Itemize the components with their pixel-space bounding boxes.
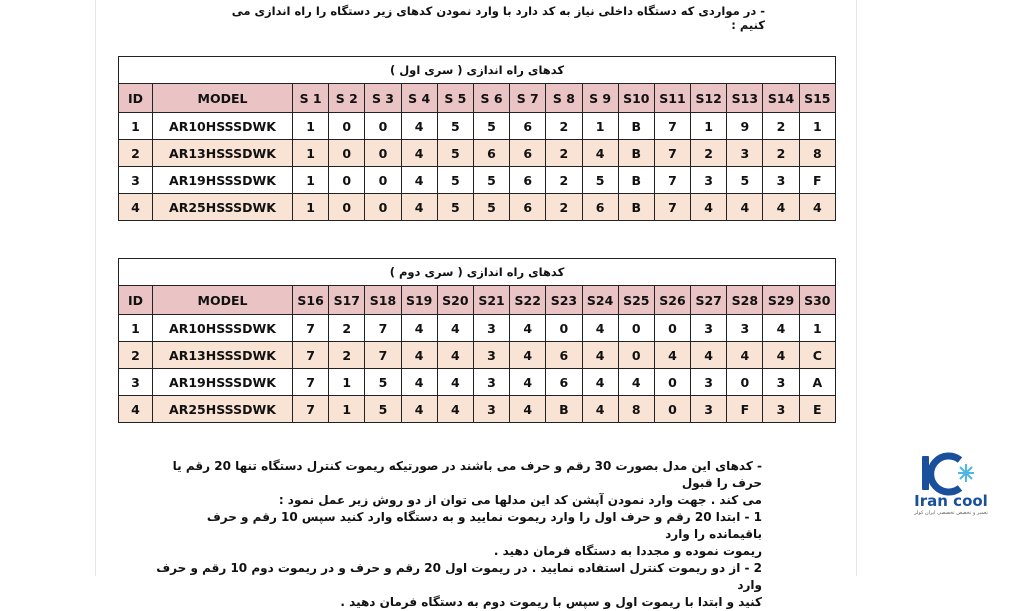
code-cell: 3 xyxy=(727,140,763,167)
code-cell: 5 xyxy=(473,167,509,194)
code-cell: 0 xyxy=(329,194,365,221)
note-line: کنید و ابتدا با ریموت اول و سپس با ریموت دوم به دستگاه فرمان دهید . xyxy=(340,595,762,609)
code-cell: 2 xyxy=(329,315,365,342)
code-cell: 6 xyxy=(582,194,618,221)
row-id-cell: 2 xyxy=(119,342,153,369)
model-cell: AR10HSSSDWK xyxy=(153,113,293,140)
table-row xyxy=(119,315,836,342)
code-cell: 3 xyxy=(473,396,509,423)
column-header: S 1 xyxy=(293,84,329,113)
code-cell: 6 xyxy=(473,140,509,167)
code-cell: 5 xyxy=(365,396,401,423)
code-cell: 4 xyxy=(510,315,546,342)
code-cell: 7 xyxy=(654,194,690,221)
code-cell: C xyxy=(799,342,835,369)
code-cell: 4 xyxy=(437,396,473,423)
column-header: S 5 xyxy=(437,84,473,113)
code-cell: 4 xyxy=(437,369,473,396)
code-cell: 2 xyxy=(329,342,365,369)
note-line: 2 - از دو ریموت کنترل استفاده نمایید . در ریموت اول 20 رقم و حرف و در ریموت دوم 10 رقم و حرف وارد xyxy=(156,561,762,592)
row-id-cell: 2 xyxy=(119,140,153,167)
model-cell: AR10HSSSDWK xyxy=(153,315,293,342)
code-cell: 3 xyxy=(473,315,509,342)
column-header: S29 xyxy=(763,286,799,315)
column-header: S18 xyxy=(365,286,401,315)
model-cell: AR25HSSSDWK xyxy=(153,194,293,221)
code-cell: 8 xyxy=(618,396,654,423)
code-cell: 4 xyxy=(763,342,799,369)
code-cell: 5 xyxy=(437,113,473,140)
code-cell: B xyxy=(546,396,582,423)
column-header: S25 xyxy=(618,286,654,315)
code-cell: 4 xyxy=(691,342,727,369)
model-cell: AR19HSSSDWK xyxy=(153,167,293,194)
code-cell: 0 xyxy=(365,140,401,167)
code-cell: 3 xyxy=(473,369,509,396)
column-header: S 4 xyxy=(401,84,437,113)
code-cell: 1 xyxy=(799,113,835,140)
code-cell: 1 xyxy=(293,113,329,140)
code-cell: E xyxy=(799,396,835,423)
code-cell: 7 xyxy=(293,342,329,369)
column-header: S22 xyxy=(510,286,546,315)
column-header: S15 xyxy=(799,84,835,113)
column-header: S13 xyxy=(727,84,763,113)
code-cell: 3 xyxy=(691,396,727,423)
table-caption-row xyxy=(119,259,836,286)
code-cell: 0 xyxy=(365,194,401,221)
code-cell: 0 xyxy=(546,315,582,342)
table-row xyxy=(119,342,836,369)
code-cell: 0 xyxy=(727,369,763,396)
column-header: S 3 xyxy=(365,84,401,113)
code-cell: 4 xyxy=(401,342,437,369)
column-header: S27 xyxy=(691,286,727,315)
code-cell: 4 xyxy=(401,194,437,221)
table-row xyxy=(119,167,836,194)
note-line: 1 - ابتدا 20 رقم و حرف اول را وارد ریموت نمایید و به دستگاه وارد کنید سپس 10 رقم و حرف باقیمانده را وارد xyxy=(206,510,762,541)
code-cell: 3 xyxy=(691,315,727,342)
code-cell: 4 xyxy=(510,396,546,423)
code-cell: 4 xyxy=(401,315,437,342)
code-cell: 4 xyxy=(654,342,690,369)
code-cell: 4 xyxy=(763,315,799,342)
code-cell: 3 xyxy=(727,315,763,342)
row-id-cell: 3 xyxy=(119,167,153,194)
note-line: ریموت نموده و مجددا به دستگاه فرمان دهید . xyxy=(493,544,762,558)
model-cell: AR25HSSSDWK xyxy=(153,396,293,423)
column-header: S14 xyxy=(763,84,799,113)
code-cell: 5 xyxy=(365,369,401,396)
code-cell: 4 xyxy=(727,342,763,369)
column-header: S28 xyxy=(727,286,763,315)
column-header: S26 xyxy=(654,286,690,315)
code-cell: 9 xyxy=(727,113,763,140)
code-cell: 0 xyxy=(618,342,654,369)
code-cell: 0 xyxy=(329,167,365,194)
code-cell: 5 xyxy=(473,194,509,221)
code-cell: 5 xyxy=(437,140,473,167)
code-cell: 7 xyxy=(293,396,329,423)
table-row xyxy=(119,113,836,140)
code-cell: 0 xyxy=(618,315,654,342)
code-cell: 4 xyxy=(401,113,437,140)
model-cell: AR19HSSSDWK xyxy=(153,369,293,396)
code-cell: 5 xyxy=(473,113,509,140)
code-cell: 4 xyxy=(437,342,473,369)
codes-table-series-1 xyxy=(118,56,836,221)
column-header: S 8 xyxy=(546,84,582,113)
code-cell: B xyxy=(618,113,654,140)
row-id-cell: 4 xyxy=(119,396,153,423)
column-header: S 6 xyxy=(473,84,509,113)
code-cell: A xyxy=(799,369,835,396)
code-cell: 1 xyxy=(293,194,329,221)
code-cell: 6 xyxy=(510,140,546,167)
row-id-cell: 1 xyxy=(119,315,153,342)
row-id-cell: 3 xyxy=(119,369,153,396)
code-cell: 4 xyxy=(582,315,618,342)
code-cell: 4 xyxy=(401,396,437,423)
logo-subtitle: تعمیر و تخصص تخصصی ایران کولر xyxy=(914,510,988,516)
note-line: - کدهای این مدل بصورت 30 رقم و حرف می باشند در صورتیکه ریموت کنترل دستگاه تنها 20 رقم یا حرف را قبول xyxy=(172,459,762,490)
code-cell: 4 xyxy=(582,140,618,167)
code-cell: 6 xyxy=(546,369,582,396)
code-cell: 4 xyxy=(582,342,618,369)
snowflake-ic-icon xyxy=(916,452,976,496)
iran-cool-logo xyxy=(906,452,996,522)
code-cell: 0 xyxy=(365,167,401,194)
table-row xyxy=(119,369,836,396)
code-cell: 3 xyxy=(691,167,727,194)
table-row xyxy=(119,396,836,423)
model-cell: AR13HSSSDWK xyxy=(153,342,293,369)
code-cell: 7 xyxy=(365,342,401,369)
code-cell: 6 xyxy=(510,194,546,221)
code-cell: F xyxy=(799,167,835,194)
code-cell: 2 xyxy=(763,140,799,167)
code-cell: 5 xyxy=(437,167,473,194)
code-cell: 4 xyxy=(727,194,763,221)
code-cell: 4 xyxy=(799,194,835,221)
column-header: S21 xyxy=(473,286,509,315)
code-cell: 5 xyxy=(582,167,618,194)
code-cell: 1 xyxy=(799,315,835,342)
code-cell: 8 xyxy=(799,140,835,167)
code-cell: B xyxy=(618,167,654,194)
code-cell: 7 xyxy=(654,140,690,167)
code-cell: 4 xyxy=(401,167,437,194)
code-cell: B xyxy=(618,140,654,167)
row-id-cell: 4 xyxy=(119,194,153,221)
column-header: S23 xyxy=(546,286,582,315)
table-row xyxy=(119,140,836,167)
code-cell: 2 xyxy=(546,167,582,194)
column-header: S12 xyxy=(691,84,727,113)
code-cell: 1 xyxy=(293,167,329,194)
column-header: S17 xyxy=(329,286,365,315)
instructions-notes xyxy=(150,458,762,611)
code-cell: 7 xyxy=(654,167,690,194)
code-cell: 7 xyxy=(365,315,401,342)
column-header: S20 xyxy=(437,286,473,315)
code-cell: 7 xyxy=(654,113,690,140)
code-cell: 4 xyxy=(437,315,473,342)
code-cell: 4 xyxy=(510,342,546,369)
intro-note: - در مواردی که دستگاه داخلی نیاز به کد دارد با وارد نمودن کدهای زیر دستگاه را راه اندازی می کنیم : xyxy=(231,4,765,32)
code-cell: 7 xyxy=(293,315,329,342)
code-cell: 5 xyxy=(727,167,763,194)
code-cell: 4 xyxy=(618,369,654,396)
column-header: MODEL xyxy=(153,286,293,315)
column-header: S10 xyxy=(618,84,654,113)
code-cell: 1 xyxy=(329,369,365,396)
column-header: S30 xyxy=(799,286,835,315)
column-header: S 7 xyxy=(510,84,546,113)
code-cell: 1 xyxy=(582,113,618,140)
code-cell: 1 xyxy=(329,396,365,423)
code-cell: 6 xyxy=(510,167,546,194)
table-header-row xyxy=(119,286,836,315)
code-cell: 4 xyxy=(582,396,618,423)
code-cell: 0 xyxy=(329,140,365,167)
code-cell: B xyxy=(618,194,654,221)
code-cell: 2 xyxy=(546,194,582,221)
code-cell: 3 xyxy=(763,167,799,194)
code-cell: 2 xyxy=(691,140,727,167)
code-cell: 1 xyxy=(691,113,727,140)
codes-table-series-2 xyxy=(118,258,836,423)
column-header: ID xyxy=(119,286,153,315)
code-cell: 4 xyxy=(401,369,437,396)
column-header: MODEL xyxy=(153,84,293,113)
code-cell: 3 xyxy=(763,396,799,423)
logo-text: Iran cool xyxy=(914,492,988,510)
code-cell: 6 xyxy=(510,113,546,140)
row-id-cell: 1 xyxy=(119,113,153,140)
table-caption: کدهای راه اندازی ( سری دوم ) xyxy=(119,259,836,286)
table-row xyxy=(119,194,836,221)
note-line: می کند . جهت وارد نمودن آپشن کد این مدلها می توان از دو روش زیر عمل نمود : xyxy=(278,493,762,507)
code-cell: 3 xyxy=(763,369,799,396)
code-cell: 2 xyxy=(546,113,582,140)
column-header: S 2 xyxy=(329,84,365,113)
column-header: ID xyxy=(119,84,153,113)
code-cell: 0 xyxy=(654,396,690,423)
table-caption-row xyxy=(119,57,836,84)
code-cell: F xyxy=(727,396,763,423)
code-cell: 6 xyxy=(546,342,582,369)
code-cell: 2 xyxy=(546,140,582,167)
code-cell: 0 xyxy=(654,369,690,396)
code-cell: 0 xyxy=(365,113,401,140)
column-header: S11 xyxy=(654,84,690,113)
column-header: S 9 xyxy=(582,84,618,113)
code-cell: 2 xyxy=(763,113,799,140)
code-cell: 3 xyxy=(473,342,509,369)
code-cell: 0 xyxy=(654,315,690,342)
code-cell: 4 xyxy=(691,194,727,221)
code-cell: 4 xyxy=(510,369,546,396)
code-cell: 4 xyxy=(401,140,437,167)
code-cell: 7 xyxy=(293,369,329,396)
code-cell: 1 xyxy=(293,140,329,167)
column-header: S24 xyxy=(582,286,618,315)
code-cell: 4 xyxy=(763,194,799,221)
table-header-row xyxy=(119,84,836,113)
model-cell: AR13HSSSDWK xyxy=(153,140,293,167)
code-cell: 3 xyxy=(691,369,727,396)
table-caption: کدهای راه اندازی ( سری اول ) xyxy=(119,57,836,84)
code-cell: 5 xyxy=(437,194,473,221)
column-header: S19 xyxy=(401,286,437,315)
column-header: S16 xyxy=(293,286,329,315)
code-cell: 4 xyxy=(582,369,618,396)
code-cell: 0 xyxy=(329,113,365,140)
